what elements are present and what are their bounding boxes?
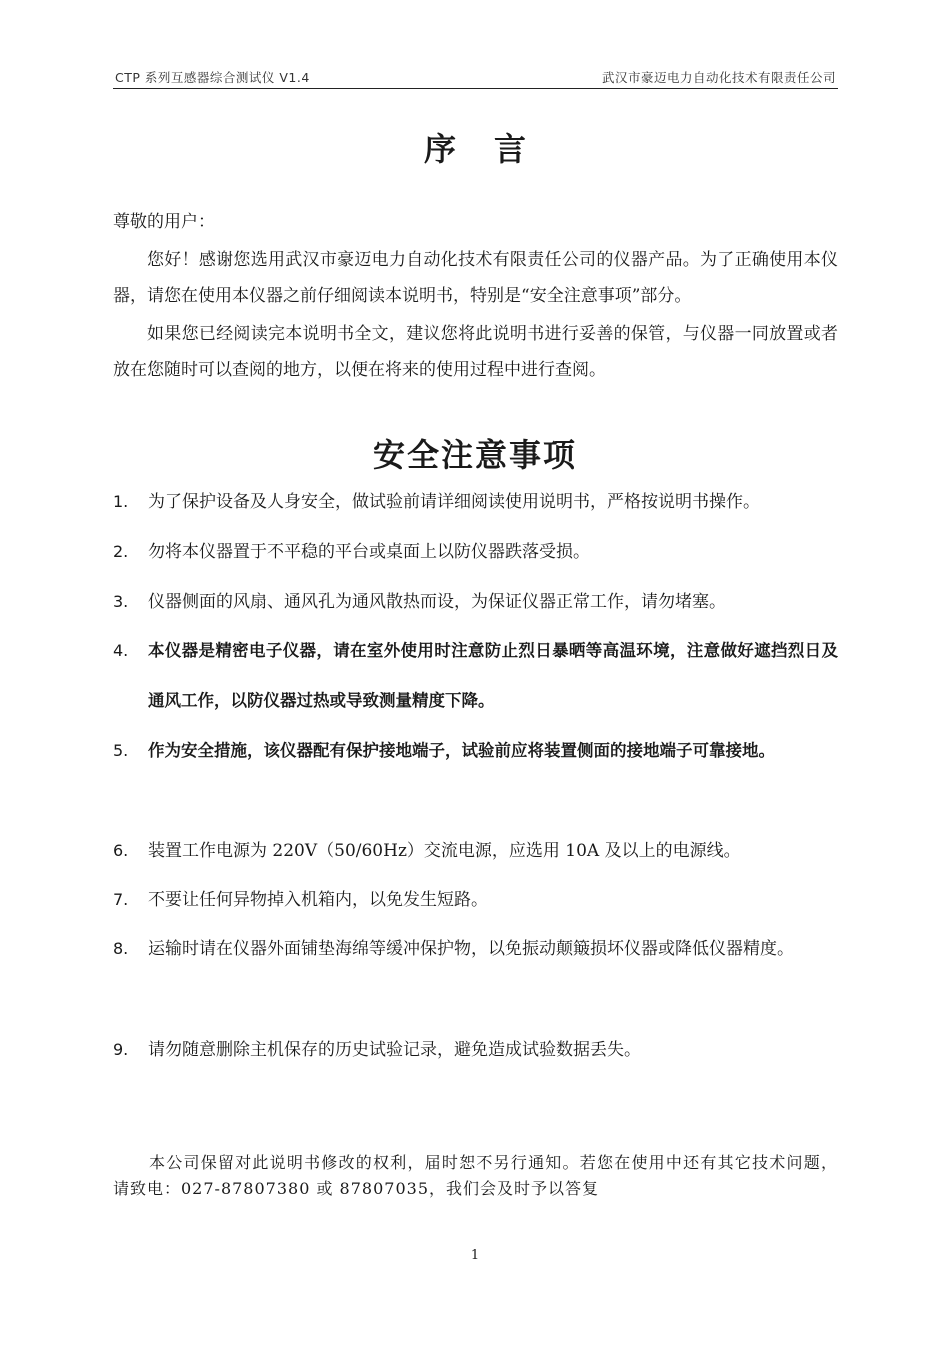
safety-item-1 xyxy=(113,477,838,527)
item-number: 2. xyxy=(113,542,129,561)
safety-item-5 xyxy=(113,726,838,776)
header-product-title: CTP 系列互感器综合测试仪 V1.4 xyxy=(115,70,310,85)
item-text: 作为安全措施，该仪器配有保护接地端子，试验前应将装置侧面的接地端子可靠接地。 xyxy=(148,741,775,760)
item-text: 装置工作电源为 220V（50/60Hz）交流电源，应选用 10A 及以上的电源线。 xyxy=(148,841,741,861)
greeting: 尊敬的用户： xyxy=(113,212,215,232)
item-text: 不要让任何异物掉入机箱内，以免发生短路。 xyxy=(148,890,488,910)
item-number: 5. xyxy=(113,741,129,760)
item-number: 8. xyxy=(113,939,129,958)
item-text: 请勿随意删除主机保存的历史试验记录，避免造成试验数据丢失。 xyxy=(148,1040,641,1060)
item-text: 为了保护设备及人身安全，做试验前请详细阅读使用说明书，严格按说明书操作。 xyxy=(148,492,760,512)
safety-item-7 xyxy=(113,875,838,925)
item-number: 6. xyxy=(113,841,129,860)
safety-item-6 xyxy=(113,826,838,876)
item-number: 9. xyxy=(113,1040,129,1059)
safety-item-2 xyxy=(113,527,838,577)
header-company-name: 武汉市豪迈电力自动化技术有限责任公司 xyxy=(601,70,836,85)
safety-item-8 xyxy=(113,924,838,974)
page-header xyxy=(113,66,838,89)
item-text: 运输时请在仪器外面铺垫海绵等缓冲保护物，以免振动颠簸损坏仪器或降低仪器精度。 xyxy=(148,939,794,959)
page-number: 1 xyxy=(470,1248,480,1263)
safety-item-9 xyxy=(113,1025,838,1075)
preface-paragraph-2: 如果您已经阅读完本说明书全文，建议您将此说明书进行妥善的保管，与仪器一同放置或者放在您随时可以查阅的地方，以便在将来的使用过程中进行查阅。 xyxy=(113,324,838,380)
safety-title: 安全注意事项 xyxy=(372,436,577,474)
safety-item-3 xyxy=(113,577,838,627)
safety-item-4 xyxy=(113,626,838,726)
item-text: 勿将本仪器置于不平稳的平台或桌面上以防仪器跌落受损。 xyxy=(148,542,590,562)
item-number: 3. xyxy=(113,592,129,611)
item-text: 本仪器是精密电子仪器，请在室外使用时注意防止烈日暴晒等高温环境，注意做好遮挡烈日及通风工作，以防仪器过热或导致测量精度下降。 xyxy=(148,641,838,710)
item-number: 7. xyxy=(113,890,129,909)
item-text: 仪器侧面的风扇、通风孔为通风散热而设，为保证仪器正常工作，请勿堵塞。 xyxy=(148,592,726,612)
item-number: 4. xyxy=(113,641,129,660)
item-number: 1. xyxy=(113,492,129,511)
revision-notice: 本公司保留对此说明书修改的权利，届时恕不另行通知。若您在使用中还有其它技术问题，请致电：027-87807380 或 87807035，我们会及时予以答复 xyxy=(113,1153,838,1198)
preface-paragraph-1: 您好！感谢您选用武汉市豪迈电力自动化技术有限责任公司的仪器产品。为了正确使用本仪器，请您在使用本仪器之前仔细阅读本说明书，特别是“安全注意事项”部分。 xyxy=(113,250,838,306)
preface-title: 序言 xyxy=(423,130,564,168)
